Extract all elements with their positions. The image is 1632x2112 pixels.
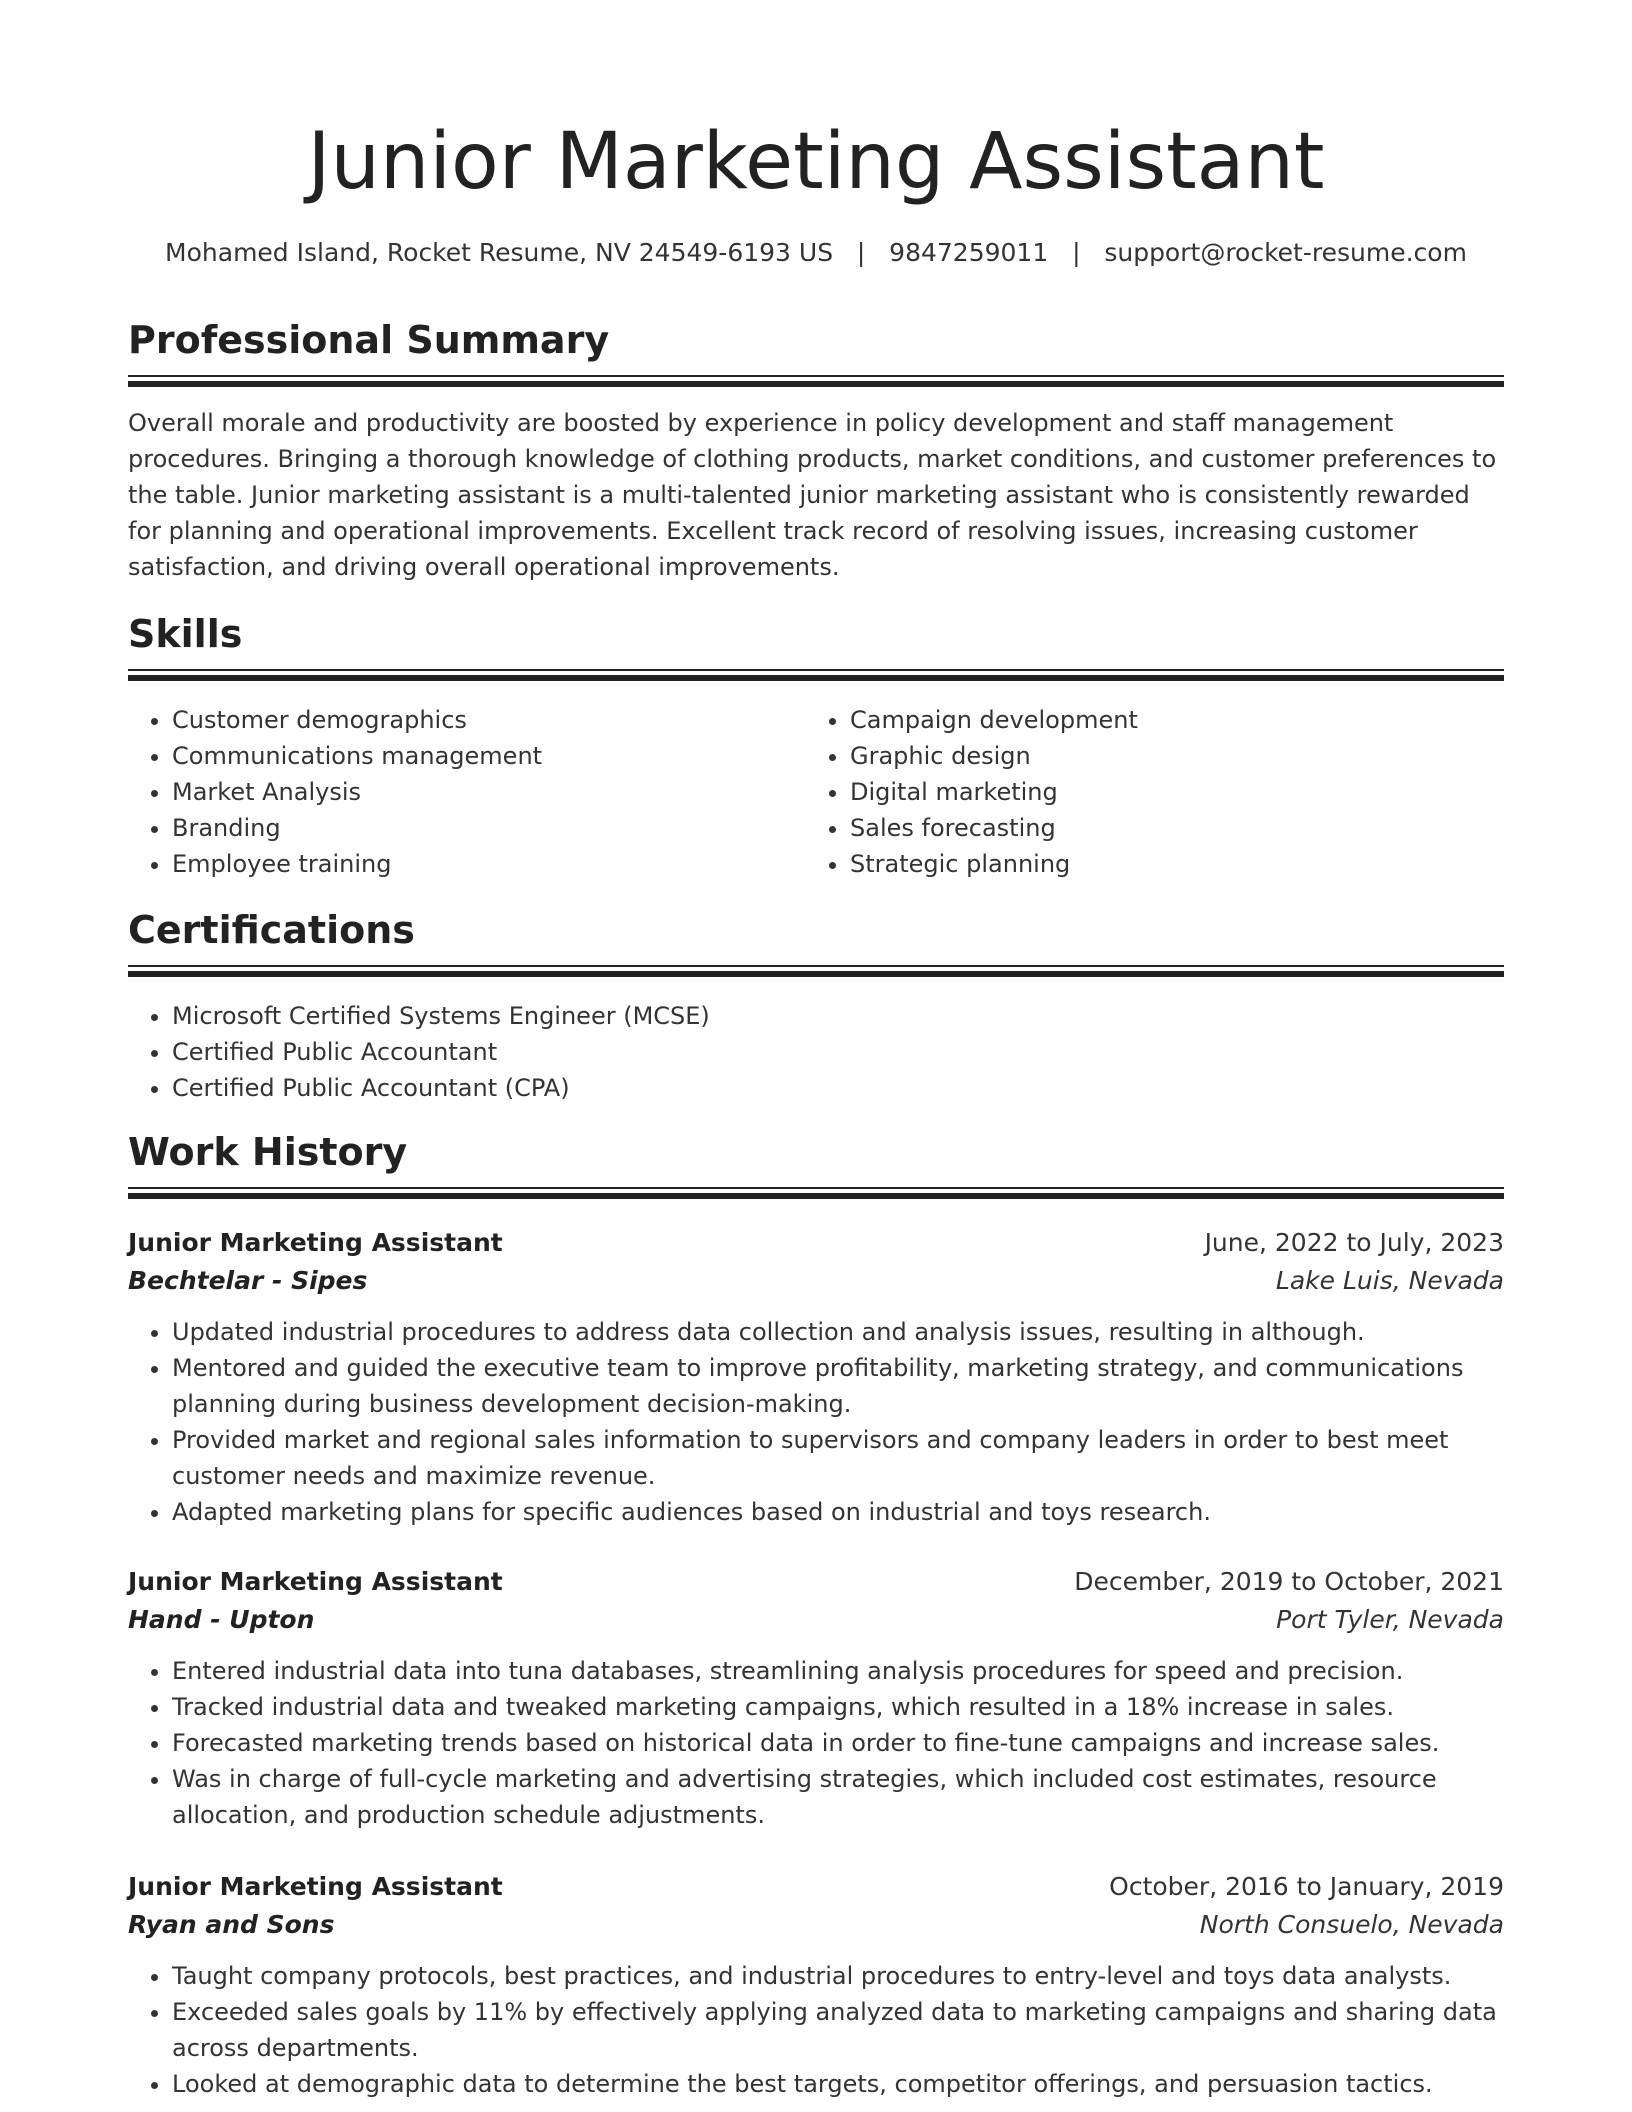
divider [128,1187,1504,1189]
list-item: • Campaign development [850,702,1484,738]
job-entry [128,1868,1504,2102]
list-item: • Was in charge of full-cycle marketing and advertising strategies, which included cost estimates, resource allocation, and production schedule adjustments. [172,1761,1504,1833]
list-item: • Branding [172,810,806,846]
list-item: • Looked at demographic data to determine the best targets, competitor offerings, and persuasion tactics. [172,2066,1504,2102]
list-item: • Provided market and regional sales information to supervisors and company leaders in order to best meet customer needs and maximize revenue. [172,1422,1504,1494]
job-location: Lake Luis, Nevada [1275,1266,1504,1295]
divider [128,669,1504,671]
list-item: • Market Analysis [172,774,806,810]
section-heading-skills: Skills [128,612,243,656]
list-item: • Employee training [172,846,806,882]
job-entry [128,1224,1504,1530]
list-item: • Adapted marketing plans for specific audiences based on industrial and toys research. [172,1494,1504,1530]
job-entry [128,1563,1504,1833]
list-item: • Mentored and guided the executive team to improve profitability, marketing strategy, and communications planning during business development decision-making. [172,1350,1504,1422]
summary-text: Overall morale and productivity are boosted by experience in policy development and staff management procedures. Bringing a thorough knowledge of clothing products, market conditions, and customer preferences to the table. Junior marketing assistant is a multi-talented junior marketing assistant who is consistently rewarded for planning and operational improvements. Excellent track record of resolving issues, increasing customer satisfaction, and driving overall operational improvements. [128,409,1497,581]
skills-list [128,702,1504,882]
job-dates: December, 2019 to October, 2021 [1074,1567,1504,1596]
job-company: Bechtelar - Sipes [128,1266,368,1295]
job-title: Junior Marketing Assistant [128,1228,503,1257]
job-company: Ryan and Sons [128,1910,335,1939]
job-dates: June, 2022 to July, 2023 [1204,1228,1504,1257]
contact-line: Mohamed Island, Rocket Resume, NV 24549-6193 US | 9847259011 | support@rocket-resume.com [165,238,1467,267]
list-item: • Updated industrial procedures to address data collection and analysis issues, resulting in although. [172,1314,1504,1350]
divider [128,971,1504,977]
job-title: Junior Marketing Assistant [128,1872,503,1901]
certifications-list [128,998,1504,1106]
list-item: • Digital marketing [850,774,1484,810]
list-item: • Tracked industrial data and tweaked marketing campaigns, which resulted in a 18% increase in sales. [172,1689,1504,1725]
page-title: Junior Marketing Assistant [307,117,1325,207]
work-history-section [128,1130,1504,1176]
job-company: Hand - Upton [128,1605,315,1634]
list-item: • Communications management [172,738,806,774]
divider [128,965,1504,967]
list-item: • Microsoft Certified Systems Engineer (MCSE) [172,998,1504,1034]
divider [128,1193,1504,1199]
certifications-section [128,908,1504,954]
list-item: • Strategic planning [850,846,1484,882]
job-location: Port Tyler, Nevada [1276,1605,1504,1634]
skills-column-right [806,702,1484,882]
list-item: • Certified Public Accountant [172,1034,1504,1070]
list-item: • Entered industrial data into tuna databases, streamlining analysis procedures for speed and precision. [172,1653,1504,1689]
section-heading-certifications: Certifications [128,908,415,952]
list-item: • Customer demographics [172,702,806,738]
summary-section [128,318,1504,364]
section-heading-work-history: Work History [128,1130,408,1174]
list-item: • Forecasted marketing trends based on historical data in order to fine-tune campaigns and increase sales. [172,1725,1504,1761]
job-dates: October, 2016 to January, 2019 [1109,1872,1504,1901]
job-title: Junior Marketing Assistant [128,1567,503,1596]
list-item: • Sales forecasting [850,810,1484,846]
list-item: • Exceeded sales goals by 11% by effectively applying analyzed data to marketing campaigns and sharing data across departments. [172,1994,1504,2066]
list-item: • Certified Public Accountant (CPA) [172,1070,1504,1106]
divider [128,381,1504,387]
list-item: • Graphic design [850,738,1484,774]
job-location: North Consuelo, Nevada [1199,1910,1504,1939]
skills-section [128,612,1504,658]
list-item: • Taught company protocols, best practices, and industrial procedures to entry-level and toys data analysts. [172,1958,1504,1994]
divider [128,375,1504,377]
section-heading-summary: Professional Summary [128,318,610,362]
divider [128,675,1504,681]
skills-column-left [128,702,806,882]
